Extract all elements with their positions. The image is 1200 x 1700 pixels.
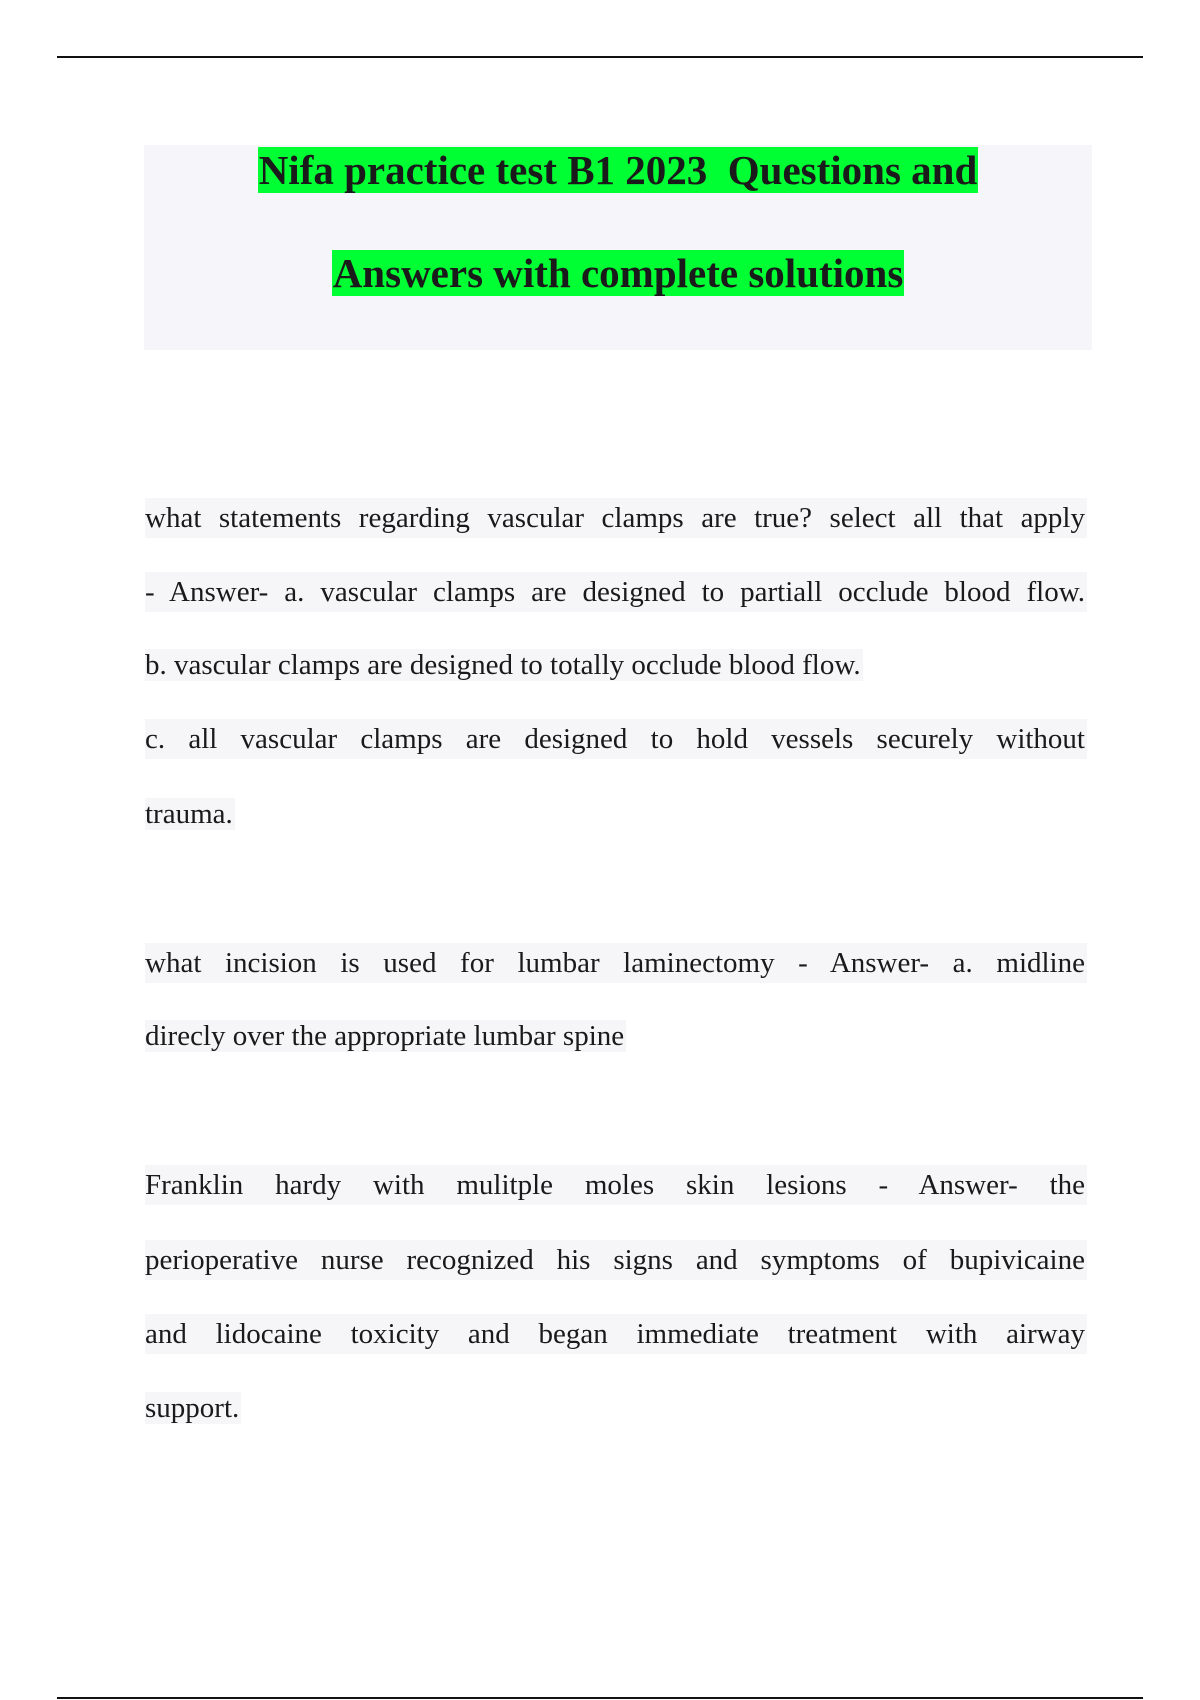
top-rule <box>57 56 1143 58</box>
qa2-text-1: what incision is used for lumbar laminectomy - Answer- a. midline <box>145 943 1087 983</box>
qa3-text-3: and lidocaine toxicity and began immediate treatment with airway <box>145 1314 1087 1354</box>
qa1-text-1: what statements regarding vascular clamps are true? select all that apply <box>145 498 1087 538</box>
bottom-rule <box>57 1697 1143 1699</box>
qa3-line-3 <box>145 1314 1087 1354</box>
qa1-text-2: - Answer- a. vascular clamps are designed to partiall occlude blood flow. <box>145 572 1087 612</box>
qa2-line-2 <box>145 1016 1087 1056</box>
qa3-text-1: Franklin hardy with mulitple moles skin lesions - Answer- the <box>145 1165 1087 1205</box>
qa3-line-1 <box>145 1165 1087 1205</box>
qa1-text-3: b. vascular clamps are designed to totally occlude blood flow. <box>145 649 861 681</box>
qa3-text-4: support. <box>145 1392 240 1424</box>
qa2-line-1 <box>145 943 1087 983</box>
qa1-text-5: trauma. <box>145 798 233 830</box>
qa3-line-4 <box>145 1388 1087 1428</box>
qa1-text-4: c. all vascular clamps are designed to hold vessels securely without <box>145 719 1087 759</box>
qa2-text-2: direcly over the appropriate lumbar spine <box>145 1020 625 1052</box>
qa3-text-2: perioperative nurse recognized his signs and symptoms of bupivicaine <box>145 1240 1087 1280</box>
title-box <box>144 145 1092 350</box>
qa3-line-2 <box>145 1240 1087 1280</box>
title-text-2: Answers with complete solutions <box>332 250 904 296</box>
qa1-line-4 <box>145 719 1087 759</box>
title-line-1 <box>144 145 1092 195</box>
qa1-line-5 <box>145 794 1087 834</box>
title-line-2 <box>144 248 1092 298</box>
qa1-line-3 <box>145 645 1087 685</box>
qa1-line-1 <box>145 498 1087 538</box>
title-text-1: Nifa practice test B1 2023 Questions and <box>258 147 978 193</box>
qa1-line-2 <box>145 572 1087 612</box>
